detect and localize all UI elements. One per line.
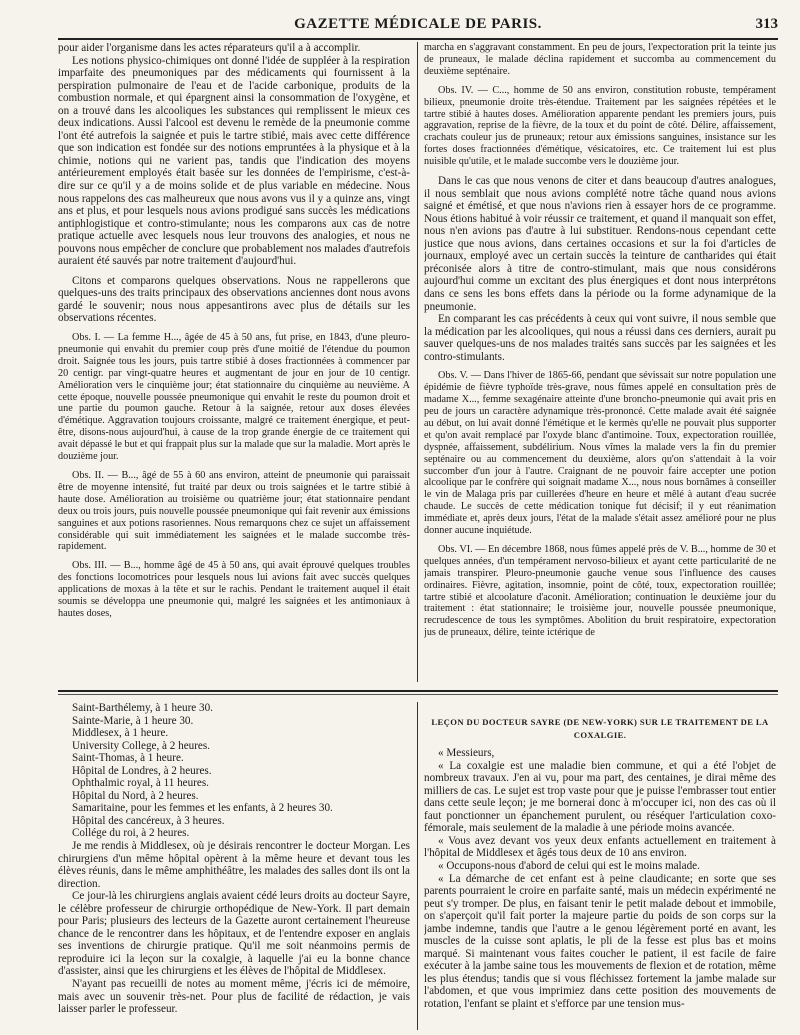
running-header bbox=[58, 16, 778, 40]
paragraph: Citons et comparons quelques observations. Nous ne rappellerons que quelques-uns des traits principaux des observations anciennes dont nous avons gardé le souvenir; nous nous appesantirons avec plus de détails sur les observations récentes. bbox=[58, 274, 410, 325]
observation-2: Obs. II. — B..., âgé de 55 à 60 ans environ, atteint de pneumonie qui paraissait être de moyenne intensité, fut traité par deux ou trois saignées et le tartre stibié à haute dose. Amélioration au troisième ou quatrième jour; état stationnaire pendant deux ou trois jours, puis nouvelle poussée pneumonique qui fait revenir aux émissions sanguines et aux potions rasoriennes. Nous remarquons chez ce sujet un affaissement considérable qui suit immédiatement les saignées et le malade succombe très-rapidement. bbox=[58, 470, 410, 553]
observation-1: Obs. I. — La femme H..., âgée de 45 à 50 ans, fut prise, en 1843, d'une pleuro-pneumonie qui envahit du premier coup près d'une moitié de l'étendue du poumon droit. Saignée tous les jours, puis tartre stibié à doses fractionnées à commencer par 20 centigr. par vingt-quatre heures et augmentant de jour en jour de 10 centigr. Amélioration vers le cinquième jour; état stationnaire du cinquième au neuvième. A cette époque, nouvelle poussée pneumonique qui envahit le reste du poumon droit et une partie du poumon gauche. Retour à la saignée, retour aux doses élevées d'émétique. Aggravation toujours croissante, malgré ce traitement énergique, et peut-être, disons-nous aujourd'hui, à cause de la trop grande énergie de ce traitement qui avait dépassé le but et qui frappait plus sur la malade que sur la maladie. Mort après le douzième jour. bbox=[58, 332, 410, 463]
top-left-column bbox=[58, 42, 410, 684]
list-item: Samaritaine, pour les femmes et les enfants, à 2 heures 30. bbox=[72, 802, 333, 815]
paragraph: marcha en s'aggravant constamment. En peu de jours, l'expectoration prit la teinte jus de pruneaux, le malade déclina rapidement et succomba au commencement du deuxième septénaire. bbox=[424, 42, 776, 77]
paragraph: « La démarche de cet enfant est à peine claudicante; en sorte que ses parents pourraient le croire en parfaite santé, mais un médecin expérimenté ne peut s'y tromper. De plus, en faisant tenir le petit malade debout et immobile, on s'aperçoit qu'il fait porter la majeure partie du poids de son corps sur la jambe indemne, tandis que l'autre a le genou légèrement porté en avant, les muscles de la cuisse sont aplatis, le pli de la fesse est plus bas et moins marqué. Si maintenant vous faites coucher le patient, il est facile de faire exécuter à la jambe saine tous les mouvements de flexion et de rotation, même les plus étendus; tandis que si vous fléchissez fortement la jambe malade sur l'abdomen, et que vous imprimiez dans cette position des mouvements de rotation, l'enfant se plaint et s'efforce par une tension mus- bbox=[424, 872, 776, 1011]
paragraph: Dans le cas que nous venons de citer et dans beaucoup d'autres analogues, il nous semblait que nous avions complété notre tâche quand nous avions saigné et émétisé, et que nous n'avions rien à essayer hors de ce programme. Nous étions habitué à voir réussir ce traitement, et quand il manquait son effet, nous n'en avions pas d'autre à lui substituer. Rendons-nous cependant cette justice que nous avions, dans certaines occasions et sur la foi d'articles de journaux, employé avec un certain succès la teinture de cantharides qui était préconisée alors à titre de contro-stimulant, mais que nous considérons aujourd'hui comme un excitant des plus énergiques et dont nous interprétons dans ce sens les bons effets dans la période ou la forme adynamique de la pneumonie. bbox=[424, 175, 776, 313]
list-item: Hôpital du Nord, à 2 heures. bbox=[72, 789, 199, 802]
list-item: Middlesex, à 1 heure. bbox=[72, 727, 169, 740]
paragraph: pour aider l'organisme dans les actes réparateurs qu'il a à accomplir. bbox=[58, 42, 361, 54]
column-divider bbox=[417, 702, 418, 1030]
observation-3: Obs. III. — B..., homme âgé de 45 à 50 ans, qui avait éprouvé quelques troubles des fonctions locomotrices pour lesquels nous lui avions fait avec succès quelques applications de moxas à la tête et sur le rachis. Pendant le traitement auquel il était soumis se développa une pneumonie qui, malgré les saignées et les antimoniaux à hautes doses, bbox=[58, 560, 410, 619]
bottom-right-column bbox=[424, 702, 776, 1032]
list-item: Saint-Barthélemy, à 1 heure 30. bbox=[72, 702, 213, 714]
section-divider bbox=[58, 690, 778, 692]
paragraph: Ce jour-là les chirurgiens anglais avaient cédé leurs droits au docteur Sayre, le célèbre professeur de chirurgie orthopédique de New-York. Il part demain pour Paris; plusieurs des lecteurs de la Gazette auront certainement l'heureuse chance de le rencontrer dans les hôpitaux, et de l'entendre exposer en anglais ses inventions de chirurgie pratique. Qu'il me soit néanmoins permis de reproduire ici la leçon sur la coxalgie, à laquelle j'ai eu la bonne chance d'assister, ainsi que les chirurgiens et les élèves de l'hôpital de Middlesex. bbox=[58, 890, 410, 978]
section-divider-thin bbox=[58, 694, 778, 695]
top-right-column bbox=[424, 42, 776, 684]
observation-6: Obs. VI. — En décembre 1868, nous fûmes appelé près de V. B..., homme de 30 et quelques années, d'un tempérament nervoso-bilieux et ayant cette particularité de ne jamais transpirer. Pleuro-pneumonie gauche venue sous l'influence des causes ordinaires. Fièvre, agitation, insomnie, point de côté, toux, expectoration rouillée; tartre stibié et alcoolature d'aconit. Amélioration; continuation le deuxième jour du traitement : état stationnaire; le troisième jour, nouvelle poussée pneumonique, recrudescence de tous les symptômes. Abolition du bruit respiratoire, expectoration jus de pruneaux, délire, teinte ictérique de bbox=[424, 543, 776, 639]
lecture-title: LEÇON DU DOCTEUR SAYRE (DE NEW-YORK) SUR LE TRAITEMENT DE LA COXALGIE. bbox=[431, 717, 769, 740]
list-item: Ophthalmic royal, à 11 heures. bbox=[72, 777, 209, 790]
paragraph: « Vous avez devant vos yeux deux enfants actuellement en traitement à l'hôpital de Middlesex et âgés tous deux de 10 ans environ. bbox=[424, 834, 776, 860]
list-item: University College, à 2 heures. bbox=[72, 739, 210, 752]
list-item: Saint-Thomas, à 1 heure. bbox=[72, 752, 184, 765]
observation-4: Obs. IV. — C..., homme de 50 ans environ, constitution robuste, tempérament bilieux, pneumonie droite très-étendue. Traitement par les saignées répétées et le tartre stibié à hautes doses. Amélioration apparente pendant les premiers jours, puis aggravation, reprise de la fièvre, de la toux et du point de côté. Délire, affaissement, crachats couleur jus de pruneaux; retour aux émissions sanguines, insistance sur les fortes doses fractionnées d'émétique, vésicatoires, etc. Ce traitement lui est plus nuisible qu'utile, et le malade succombe vers le douzième jour. bbox=[424, 84, 776, 168]
bottom-left-column bbox=[58, 702, 410, 1032]
list-item: Sainte-Marie, à 1 heure 30. bbox=[72, 714, 194, 727]
paragraph: N'ayant pas recueilli de notes au moment même, j'écris ici de mémoire, mais avec un souvenir très-net. Pour plus de facilité de rédaction, je vais laisser parler le professeur. bbox=[58, 978, 410, 1016]
journal-title: GAZETTE MÉDICALE DE PARIS. bbox=[294, 16, 542, 32]
paragraph: « Occupons-nous d'abord de celui qui est le moins malade. bbox=[438, 860, 700, 873]
column-divider bbox=[417, 42, 418, 682]
list-item: Hôpital des cancéreux, à 3 heures. bbox=[72, 814, 225, 827]
observation-5: Obs. V. — Dans l'hiver de 1865-66, pendant que sévissait sur notre population une épidémie de fièvre typhoïde très-grave, nous fûmes appelé en consultation près de madame X..., femme sexagénaire atteinte d'une broncho-pneumonie qui avait pris en peu de jours un caractère adynamique très-prononcé. Cette malade avait été saignée au début, on lui avait donné l'émétique et le kermès qu'elle ne pouvait plus supporter et qu'on avait remplacé par l'oxyde blanc d'antimoine. Toux, expectoration rouillée, dyspnée, affaissement, subdélirium. Nous vîmes la malade vers la fin du premier septénaire ou au commencement du deuxième, alors qu'on s'attendait à la voir succomber d'un jour à l'autre. Craignant de ne pouvoir faire accepter une potion alcoolique par le confrère qui soignait madame X..., nous nous bornâmes à conseiller le vin de Malaga pris par cuillerées d'heure en heure et mêlé à autant d'eau sucrée chaude. Le succès de cette médication tonique fut décisif; il y eut réanimation immédiate et, après deux jours, l'état de la malade s'était assez amélioré pour ne plus donner aucune inquiétude. bbox=[424, 370, 776, 537]
list-item: Collége du roi, à 2 heures. bbox=[72, 827, 190, 840]
list-item: Hôpital de Londres, à 2 heures. bbox=[72, 764, 212, 777]
paragraph: En comparant les cas précédents à ceux qui vont suivre, il nous semble que la médication par les alcooliques, qui nous a réussi dans ces derniers, aurait pu sauver quelques-uns de nos malades traités sans succès par les saignées et les contro-stimulants. bbox=[424, 313, 776, 363]
paragraph: Je me rendis à Middlesex, où je désirais rencontrer le docteur Morgan. Les chirurgiens d'un même hôpital opèrent à la même heure et devant tous les élèves réunis, dans le même amphithéâtre, les malades des salles dont ils ont la direction. bbox=[58, 840, 410, 890]
paragraph: « La coxalgie est une maladie bien commune, et qui a été l'objet de nombreux travaux. J'en ai vu, pour ma part, des centaines, je dirai même des milliers de cas. Le sujet est trop vaste pour que je puisse l'embrasser tout entier dans cette seule leçon; je me bornerai donc à m'occuper ici, non des cas où il faut ponctionner un épanchement purulent, ou réséquer l'articulation coxo-fémorale, mais seulement de la maladie à une période moins avancée. bbox=[424, 759, 776, 835]
page-number: 313 bbox=[755, 16, 778, 32]
paragraph: Les notions physico-chimiques ont donné l'idée de suppléer à la respiration imparfaite des pneumoniques par des médicaments qui fournissent à la perspiration pulmonaire de l'eau et de l'acide carbonique, produits de la combustion normale, et qui épargnent ainsi la consommation de l'oxygène, et on a trouvé dans les alcooliques les substances qui remplissent le mieux ces deux indications. Aussi l'alcool est devenu le remède de la pneumonie comme l'ont été autrefois la saignée et puis le tartre stibié, mais avec cette différence que son indication est fondée sur des notions empruntées à la physique et à la chimie, notions qui ne varient pas, tandis que l'indication des moyens antérieurement employés était basée sur les données de l'empirisme, c'est-à-dire sur ce qu'il y a de moins solide et de plus variable en médecine. Nous nous rappelons des cas malheureux que nous avons vus il y a quinze ans, vingt ans et plus, et pour lesquels nous avions prodigué sans succès les médications antiphlogistique et contro-stimulante; nous les comparons aux cas de notre pratique actuelle avec lesquels nous leur trouvons des analogies, et nous ne pouvons nous empêcher de conclure que probablement nos malades d'autrefois auraient été sauvés par notre traitement d'aujourd'hui. bbox=[58, 54, 410, 268]
paragraph: « Messieurs, bbox=[438, 747, 495, 760]
